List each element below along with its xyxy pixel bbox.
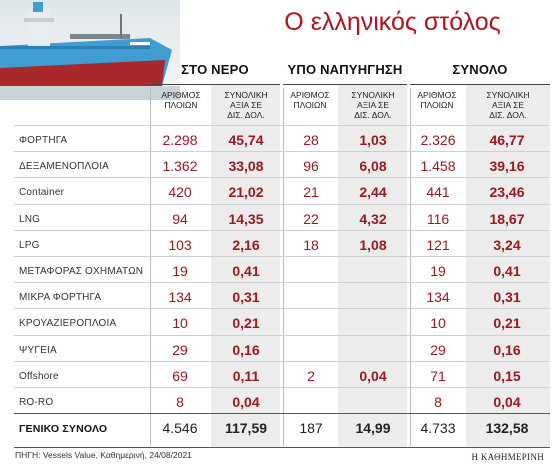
cell-value: 33,08 [228,158,264,175]
page-title: Ο ελληνικός στόλος [284,8,501,36]
row-divider [14,308,550,309]
row-divider [14,256,550,257]
subheader-line: ΑΞΙΑ ΣΕ [356,100,390,110]
cell-ship-count: 96 [303,158,319,175]
cell-ship-count: 18 [303,236,319,253]
cell-ship-count: 71 [430,367,446,384]
subheader-line: ΑΡΙΘΜΟΣ [161,90,201,100]
cell-ship-count: 134 [168,289,192,306]
cell-value: 2,44 [359,184,387,201]
row-label: Container [19,187,65,199]
cell-ship-count: 29 [430,341,446,358]
cell-value: 2,16 [232,236,260,253]
cell-ship-count: 10 [430,315,446,332]
cell-ship-count: 8 [176,394,184,410]
cell-ship-count: 2.326 [420,132,456,148]
row-label: ΜΙΚΡΑ ΦΟΡΤΗΓΑ [19,292,102,304]
cell-value: 21,02 [228,184,264,201]
subheader-line: ΔΙΣ. ΔΟΛ. [227,110,265,120]
cell-value: 0,21 [493,315,521,332]
footer-divider [14,447,550,448]
cell-value: 0,21 [232,315,260,332]
cell-value: 0,31 [232,289,260,306]
subheader-line: ΑΡΙΘΜΟΣ [417,90,457,100]
subheader-count [152,90,210,110]
group-header-total: ΣΥΝΟΛΟ [452,62,508,77]
subheader-line: ΔΙΣ. ΔΟΛ. [354,110,392,120]
cell-value: 0,31 [493,289,521,306]
cell-ship-count: 420 [168,184,192,201]
ship-illustration [0,0,180,100]
row-divider [14,335,550,336]
cell-ship-count: 1.458 [420,158,456,175]
row-label: RO-RO [19,397,54,408]
cell-value: 4,32 [359,210,387,227]
row-divider [14,177,550,178]
publisher-logo: Η ΚΑΘΗΜΕΡΙΝΗ [471,452,544,462]
row-label: ΜΕΤΑΦΟΡΑΣ ΟΧΗΜΑΤΩΝ [19,266,144,277]
cell-value: 0,11 [232,367,260,384]
row-divider [14,282,550,283]
row-divider [14,151,550,152]
subheader-line: ΑΞΙΑ ΣΕ [229,100,263,110]
row-divider [14,125,550,126]
row-divider [14,361,550,362]
cell-ship-count: 441 [426,184,450,201]
cell-ship-count: 10 [172,315,188,332]
cell-ship-count: 116 [426,210,450,227]
cell-value: 18,67 [489,210,525,227]
cell-ship-count: 21 [303,184,319,201]
row-label: ΨΥΓΕΙΑ [19,344,57,356]
row-divider [14,413,550,414]
group-header-water: ΣΤΟ ΝΕΡΟ [181,62,249,77]
cell-ship-count: 1.362 [162,158,198,175]
subheader-line: ΣΥΝΟΛΙΚΗ [486,90,530,100]
group-header-construction: ΥΠΟ ΝΑΠΥΗΓΗΣΗ [287,62,403,77]
cell-value: 1,03 [359,132,387,148]
subheader-count [410,90,464,110]
cell-ship-count: 19 [172,263,188,279]
cell-value: 1,08 [359,236,387,253]
subheader-count [283,90,337,110]
subheader-value [470,90,546,120]
cell-value: 0,41 [493,263,521,279]
cell-value: 14,35 [228,210,264,227]
cell-ship-count: 4.733 [420,420,456,436]
cell-value: 23,46 [489,184,525,201]
subheader-value [212,90,280,120]
cell-ship-count: 8 [434,394,442,410]
row-label: LPG [19,239,40,251]
row-label: ΦΟΡΤΗΓΑ [19,135,68,146]
cell-ship-count: 4.546 [162,420,198,436]
row-divider [14,387,550,388]
row-label: ΓΕΝΙΚΟ ΣΥΝΟΛΟ [19,423,108,435]
cell-ship-count: 69 [172,367,188,384]
cell-value: 117,59 [224,420,268,436]
cell-value: 0,04 [359,367,387,384]
subheader-line: ΣΥΝΟΛΙΚΗ [224,90,268,100]
source-note: ΠΗΓΗ: Vessels Value, Καθημερινή, 24/08/2021 [15,450,192,460]
cell-value: 46,77 [489,132,525,148]
subheader-line: ΣΥΝΟΛΙΚΗ [351,90,395,100]
row-divider [14,230,550,231]
subheader-line: ΑΞΙΑ ΣΕ [491,100,525,110]
row-label: LNG [19,213,41,225]
cell-value: 0,04 [232,394,260,410]
cell-value: 0,16 [493,341,521,358]
cell-value: 14,99 [355,420,391,436]
cell-value: 0,16 [232,341,260,358]
cell-ship-count: 2.298 [162,132,198,148]
column-divider [150,88,151,446]
subheader-line: ΑΡΙΘΜΟΣ [290,90,330,100]
group-underline [150,84,280,85]
row-label: Offshore [19,370,59,382]
cell-value: 45,74 [228,132,264,148]
cell-value: 0,04 [493,394,521,410]
cell-value: 0,41 [232,263,260,279]
subheader-line: ΠΛΟΙΩΝ [164,100,198,110]
cell-ship-count: 29 [172,341,188,358]
cell-ship-count: 22 [303,210,319,227]
cell-ship-count: 19 [430,263,446,279]
row-label: ΚΡΟΥΑΖΙΕΡΟΠΛΟΙΑ [19,318,117,330]
row-label: ΔΕΞΑΜΕΝΟΠΛΟΙΑ [19,161,110,173]
group-underline [410,84,550,85]
cell-value: 6,08 [359,158,387,175]
subheader-line: ΠΛΟΙΩΝ [293,100,327,110]
cell-ship-count: 121 [426,236,450,253]
cell-value: 132,58 [485,420,529,436]
cell-ship-count: 2 [307,367,315,384]
subheader-line: ΔΙΣ. ΔΟΛ. [489,110,527,120]
row-divider [14,204,550,205]
cell-value: 3,24 [493,236,521,253]
cell-value: 39,16 [489,158,525,175]
subheader-value [339,90,407,120]
cell-ship-count: 134 [426,289,450,306]
cell-ship-count: 187 [299,420,323,436]
cell-value: 0,15 [493,367,521,384]
cell-ship-count: 103 [168,236,192,253]
group-underline [283,84,407,85]
cell-ship-count: 94 [172,210,188,227]
cell-ship-count: 28 [303,132,319,148]
subheader-line: ΠΛΟΙΩΝ [420,100,454,110]
